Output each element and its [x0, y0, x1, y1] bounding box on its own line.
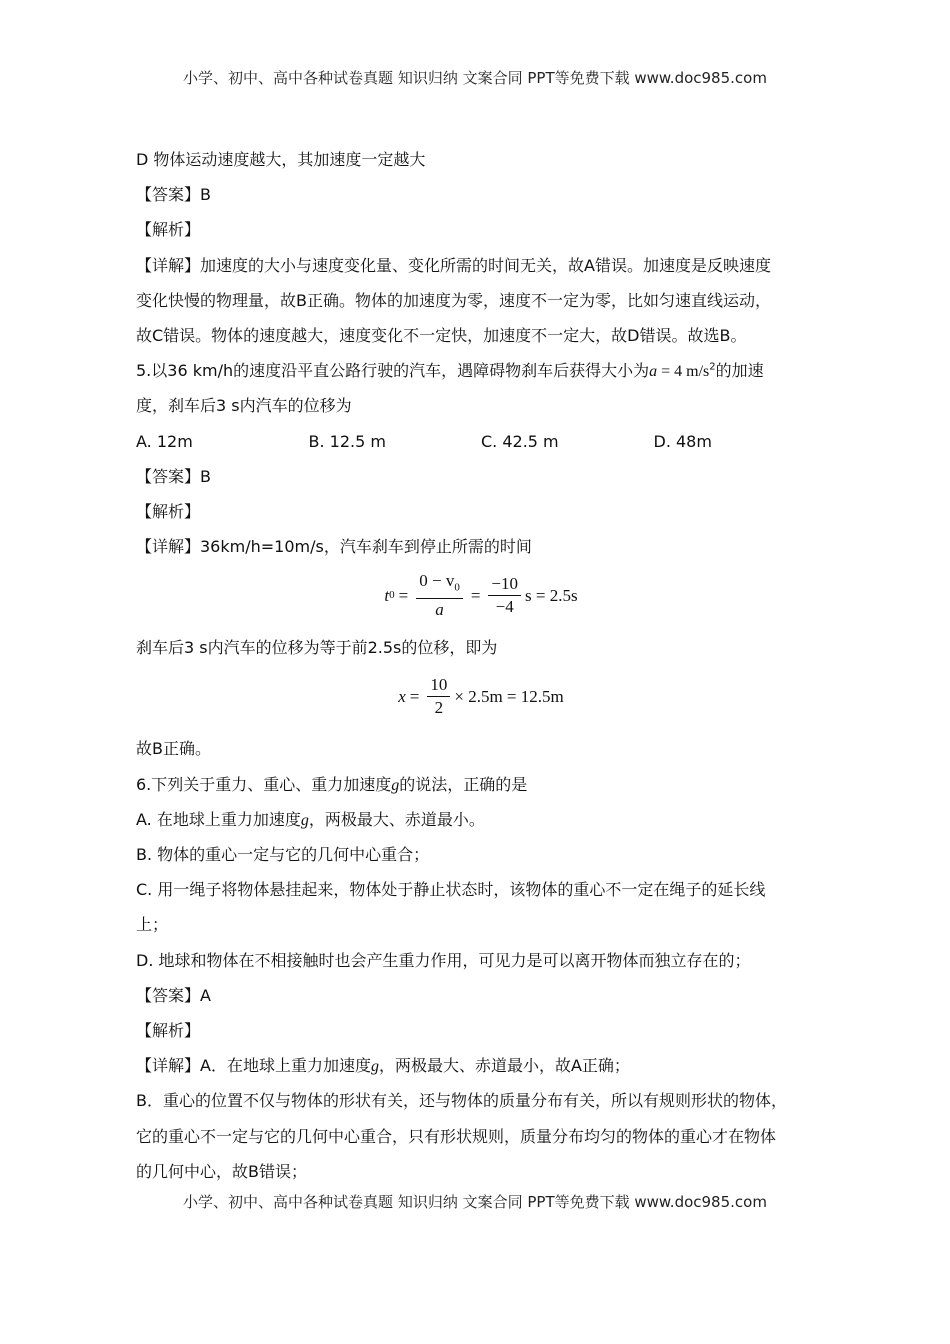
numerator-sub: 0 — [454, 580, 460, 593]
page-header: 小学、初中、高中各种试卷真题 知识归纳 文案合同 PPT等免费下载 www.doc985.com — [183, 69, 767, 87]
explanation-line: 【详解】36km/h=10m/s，汽车刹车到停止所需的时间 — [136, 537, 532, 557]
option-b-line: B. 物体的重心一定与它的几何中心重合； — [136, 845, 430, 864]
formula-displacement — [136, 667, 826, 725]
option-b: B. 12.5 m — [308, 431, 386, 451]
option-a-text-end: ，两极最大、赤道最小。 — [308, 809, 485, 829]
option-a-line — [136, 802, 826, 837]
fraction — [416, 570, 463, 621]
explanation-text-end: ，两极最大、赤道最小，故A正确； — [378, 1056, 630, 1076]
variable-a: a — [649, 363, 658, 381]
numerator: −10 — [488, 573, 521, 596]
variable-g: g — [370, 1058, 379, 1076]
explanation-line: 的几何中心，故B错误； — [136, 1161, 307, 1181]
question-6-text-end: 的说法，正确的是 — [399, 774, 528, 794]
answer-label: 【答案】B — [136, 466, 211, 486]
option-a-text: A. 在地球上重力加速度 — [136, 809, 301, 829]
question-6-text: 6.下列关于重力、重心、重力加速度 — [136, 774, 392, 794]
equals-sign: = — [409, 686, 420, 706]
page-footer: 小学、初中、高中各种试卷真题 知识归纳 文案合同 PPT等免费下载 www.doc985.com — [183, 1193, 767, 1211]
variable-g: g — [300, 811, 309, 829]
explanation-line: B．重心的位置不仅与物体的形状有关，还与物体的质量分布有关，所以有规则形状的物体， — [136, 1091, 787, 1111]
explanation-text: 【详解】A．在地球上重力加速度 — [136, 1056, 371, 1076]
explanation-line — [136, 1048, 826, 1083]
document-body — [136, 142, 826, 1189]
option-d: D. 48m — [653, 431, 712, 451]
equals-sign: = — [470, 585, 481, 605]
formula-lhs: x — [398, 686, 406, 706]
fraction — [488, 573, 521, 618]
numerator-text: 0 − v — [419, 570, 455, 590]
answer-label: 【答案】A — [136, 985, 211, 1005]
denominator: a — [435, 599, 444, 619]
option-c-line: C. 用一绳子将物体悬挂起来，物体处于静止状态时，该物体的重心不一定在绳子的延长线 — [136, 880, 766, 900]
options-row — [136, 424, 826, 459]
question-6-line — [136, 767, 826, 802]
numerator — [416, 570, 463, 599]
fraction — [427, 674, 450, 719]
explanation-line: 它的重心不一定与它的几何中心重合，只有形状规则，质量分布均匀的物体的重心才在物体 — [136, 1126, 777, 1146]
analysis-label: 【解析】 — [136, 220, 201, 240]
conclusion-line: 故B正确。 — [136, 739, 211, 759]
exponent: 2 — [709, 361, 716, 373]
equals-sign: = — [398, 585, 409, 605]
explanation-line: 故C错误。物体的速度越大，速度变化不一定快，加速度不一定大，故D错误。故选B。 — [136, 325, 747, 345]
formula-result: × 2.5m = 12.5m — [454, 686, 564, 706]
denominator: −4 — [495, 596, 514, 616]
numerator: 10 — [427, 674, 450, 697]
acceleration-value: = 4 m/s — [657, 363, 710, 381]
explanation-line: 【详解】加速度的大小与速度变化量、变化所需的时间无关，故A错误。加速度是反映速度 — [136, 255, 771, 275]
option-c-line-cont: 上； — [136, 915, 169, 935]
explanation-line: 刹车后3 s内汽车的位移为等于前2.5s的位移，即为 — [136, 638, 498, 658]
formula-lhs-sub: 0 — [389, 588, 395, 601]
option-c: C. 42.5 m — [481, 431, 559, 451]
question-5-line — [136, 353, 826, 388]
formula-lhs: t — [384, 585, 390, 605]
variable-g: g — [391, 776, 400, 794]
explanation-line: 变化快慢的物理量，故B正确。物体的加速度为零，速度不一定为零，比如匀速直线运动， — [136, 290, 771, 310]
option-a: A. 12m — [136, 431, 193, 451]
denominator: 2 — [434, 697, 444, 717]
formula-result: s = 2.5s — [525, 585, 578, 605]
formula-stopping-time — [136, 566, 826, 624]
analysis-label: 【解析】 — [136, 1020, 201, 1040]
question-5-line: 度，刹车后3 s内汽车的位移为 — [136, 396, 352, 416]
option-d-line: D. 地球和物体在不相接触时也会产生重力作用，可见力是可以离开物体而独立存在的； — [136, 950, 751, 970]
option-d-line: D 物体运动速度越大，其加速度一定越大 — [136, 150, 426, 169]
question-5-text: 5.以36 km/h的速度沿平直公路行驶的汽车，遇障碍物刹车后获得大小为 — [136, 361, 650, 381]
question-5-text-end: 的加速 — [715, 361, 764, 381]
answer-label: 【答案】B — [136, 185, 211, 205]
analysis-label: 【解析】 — [136, 501, 201, 521]
